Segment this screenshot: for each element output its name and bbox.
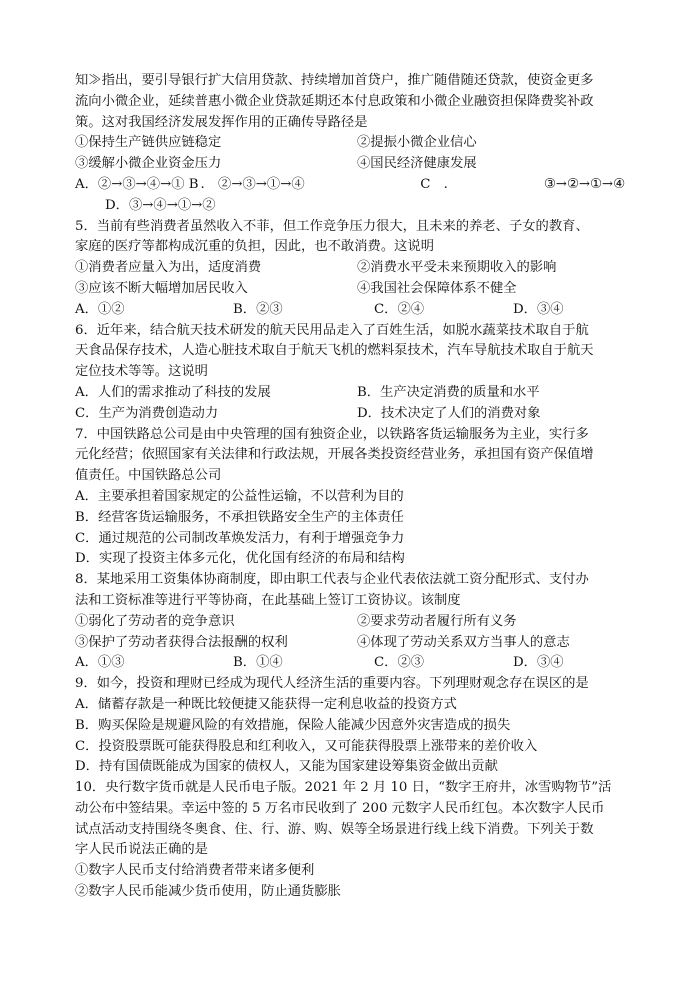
q7-option-a: A．主要承担着国家规定的公益性运输，不以营利为目的 — [75, 488, 404, 504]
q9-option-b: B．购买保险是规避风险的有效措施，保险人能减少因意外灾害造成的损失 — [75, 717, 511, 733]
q4-stem-line-3: 策。这对我国经济发展发挥作用的正确传导路径是 — [75, 114, 368, 130]
q6-option-d: D．技术决定了人们的消费对象 — [357, 405, 541, 421]
q7-stem-line-2: 元化经营；依照国家有关法律和行政法规，开展各类投资经营业务，承担国有资产保值增 — [75, 447, 594, 463]
q8-option-d: D．③④ — [513, 655, 564, 671]
q6-stem-line-3: 定位技术等等。这说明 — [75, 364, 208, 380]
q8-option-a: A．①③ — [75, 655, 125, 671]
q6-stem-line-2: 天食品保存技术，人造心脏技术取自于航天飞机的燃料泵技术，汽车导航技术取自于航天 — [75, 343, 594, 359]
q4-option-d: D．③→④→①→② — [105, 197, 216, 213]
q5-item-2: ②消费水平受未来预期收入的影响 — [357, 260, 557, 276]
q8-options — [75, 653, 625, 674]
q7-option-d: D．实现了投资主体多元化，优化国有经济的布局和结构 — [75, 551, 405, 567]
q4-item-4: ④国民经济健康发展 — [357, 156, 477, 172]
q10-item-1: ①数字人民币支付给消费者带来诸多便利 — [75, 863, 315, 879]
q4-items-row-2 — [75, 154, 625, 175]
q5-option-b: B．②③ — [233, 301, 283, 317]
q5-item-1: ①消费者应量入为出，适度消费 — [75, 260, 262, 276]
q4-option-b: . ②→③→①→④ — [200, 176, 305, 192]
q4-items-row-1 — [75, 133, 625, 154]
q9-option-a: A．储蓄存款是一种既比较便捷又能获得一定利息收益的投资方式 — [75, 696, 457, 712]
q4-option-a: A．②→③→④→① B — [75, 176, 199, 192]
q8-option-c: C．②③ — [374, 655, 425, 671]
q5-stem-line-1: 5．当前有些消费者虽然收入不菲，但工作竞争压力很大，且未来的养老、子女的教育、 — [75, 218, 589, 234]
q7-option-b: B．经营客货运输服务，不承担铁路安全生产的主体责任 — [75, 509, 404, 525]
q4-stem-line-2: 流向小微企业，延续普惠小微企业贷款延期还本付息政策和小微企业融资担保降费奖补政 — [75, 93, 594, 109]
q6-stem-line-1: 6．近年来，结合航天技术研发的航天民用品走入了百姓生活，如脱水蔬菜技术取自于航 — [75, 322, 589, 338]
q5-items-row-2 — [75, 279, 625, 300]
q6-option-b: B．生产决定消费的质量和水平 — [357, 384, 540, 400]
q5-stem-line-2: 家庭的医疗等都构成沉重的负担，因此，也不敢消费。这说明 — [75, 239, 435, 255]
q5-items-row-1 — [75, 258, 625, 279]
q5-option-c: C．②④ — [374, 301, 425, 317]
q10-stem-line-4: 字人民币说法正确的是 — [75, 842, 208, 858]
q8-item-1: ①弱化了劳动者的竞争意识 — [75, 613, 235, 629]
q5-option-d: D．③④ — [513, 301, 564, 317]
q9-option-d: D．持有国债既能成为国家的债权人，又能为国家建设筹集资金做出贡献 — [75, 759, 498, 775]
q7-stem-line-1: 7．中国铁路总公司是由中央管理的国有独资企业，以铁路客货运输服务为主业，实行多 — [75, 426, 589, 442]
q10-stem-line-3: 试点活动支持围绕冬奥食、住、行、游、购、娱等全场景进行线上线下消费。下列关于数 — [75, 821, 594, 837]
q10-item-2: ②数字人民币能减少货币使用，防止通货膨胀 — [75, 884, 341, 900]
q8-stem-line-1: 8．某地采用工资集体协商制度，即由职工代表与企业代表依法就工资分配形式、支付办 — [75, 572, 589, 588]
q8-item-3: ③保护了劳动者获得合法报酬的权利 — [75, 634, 288, 650]
q4-options-row-1 — [75, 175, 625, 196]
q9-option-c: C．投资股票既可能获得股息和红利收入，又可能获得股票上涨带来的差价收入 — [75, 738, 538, 754]
q8-option-b: B．①④ — [233, 655, 283, 671]
q4-item-3: ③缓解小微企业资金压力 — [75, 156, 222, 172]
q6-options-row-2 — [75, 404, 625, 425]
q5-item-4: ④我国社会保障体系不健全 — [357, 280, 517, 296]
q4-option-c: ③→②→①→④ — [543, 176, 625, 192]
q6-option-a: A．人们的需求推动了科技的发展 — [75, 384, 271, 400]
q8-items-row-1 — [75, 612, 625, 633]
q5-option-a: A．①② — [75, 301, 125, 317]
q8-item-2: ②要求劳动者履行所有义务 — [357, 613, 517, 629]
q7-stem-line-3: 值责任。中国铁路总公司 — [75, 468, 222, 484]
q7-option-c: C．通过规范的公司制改革焕发活力，有利于增强竞争力 — [75, 530, 405, 546]
q10-stem-line-1: 10．央行数字货币就是人民币电子版。2021 年 2 月 10 日，“数字王府井，冰雪购物节”活 — [75, 780, 612, 796]
q10-stem-line-2: 动公布中签结果。幸运中签的 5 万名市民收到了 200 元数字人民币红包。本次数字人民币 — [75, 800, 605, 816]
exam-page — [75, 71, 625, 903]
q8-items-row-2 — [75, 633, 625, 654]
q9-stem-line-1: 9．如今，投资和理财已经成为现代人经济生活的重要内容。下列理财观念存在误区的是 — [75, 676, 589, 692]
q5-options — [75, 300, 625, 321]
q4-item-2: ②提振小微企业信心 — [357, 135, 477, 151]
q6-options-row-1 — [75, 383, 625, 404]
q4-option-c-label: C . — [420, 176, 448, 192]
q8-item-4: ④体现了劳动关系双方当事人的意志 — [357, 634, 570, 650]
q5-item-3: ③应该不断大幅增加居民收入 — [75, 280, 248, 296]
q8-stem-line-2: 法和工资标准等进行平等协商，在此基础上签订工资协议。该制度 — [75, 592, 461, 608]
q4-item-1: ①保持生产链供应链稳定 — [75, 135, 222, 151]
q4-stem-line-1: 知≫指出，要引导银行扩大信用贷款、持续增加首贷户，推广随借随还贷款，使资金更多 — [75, 73, 594, 88]
q6-option-c: C．生产为消费创造动力 — [75, 405, 219, 421]
